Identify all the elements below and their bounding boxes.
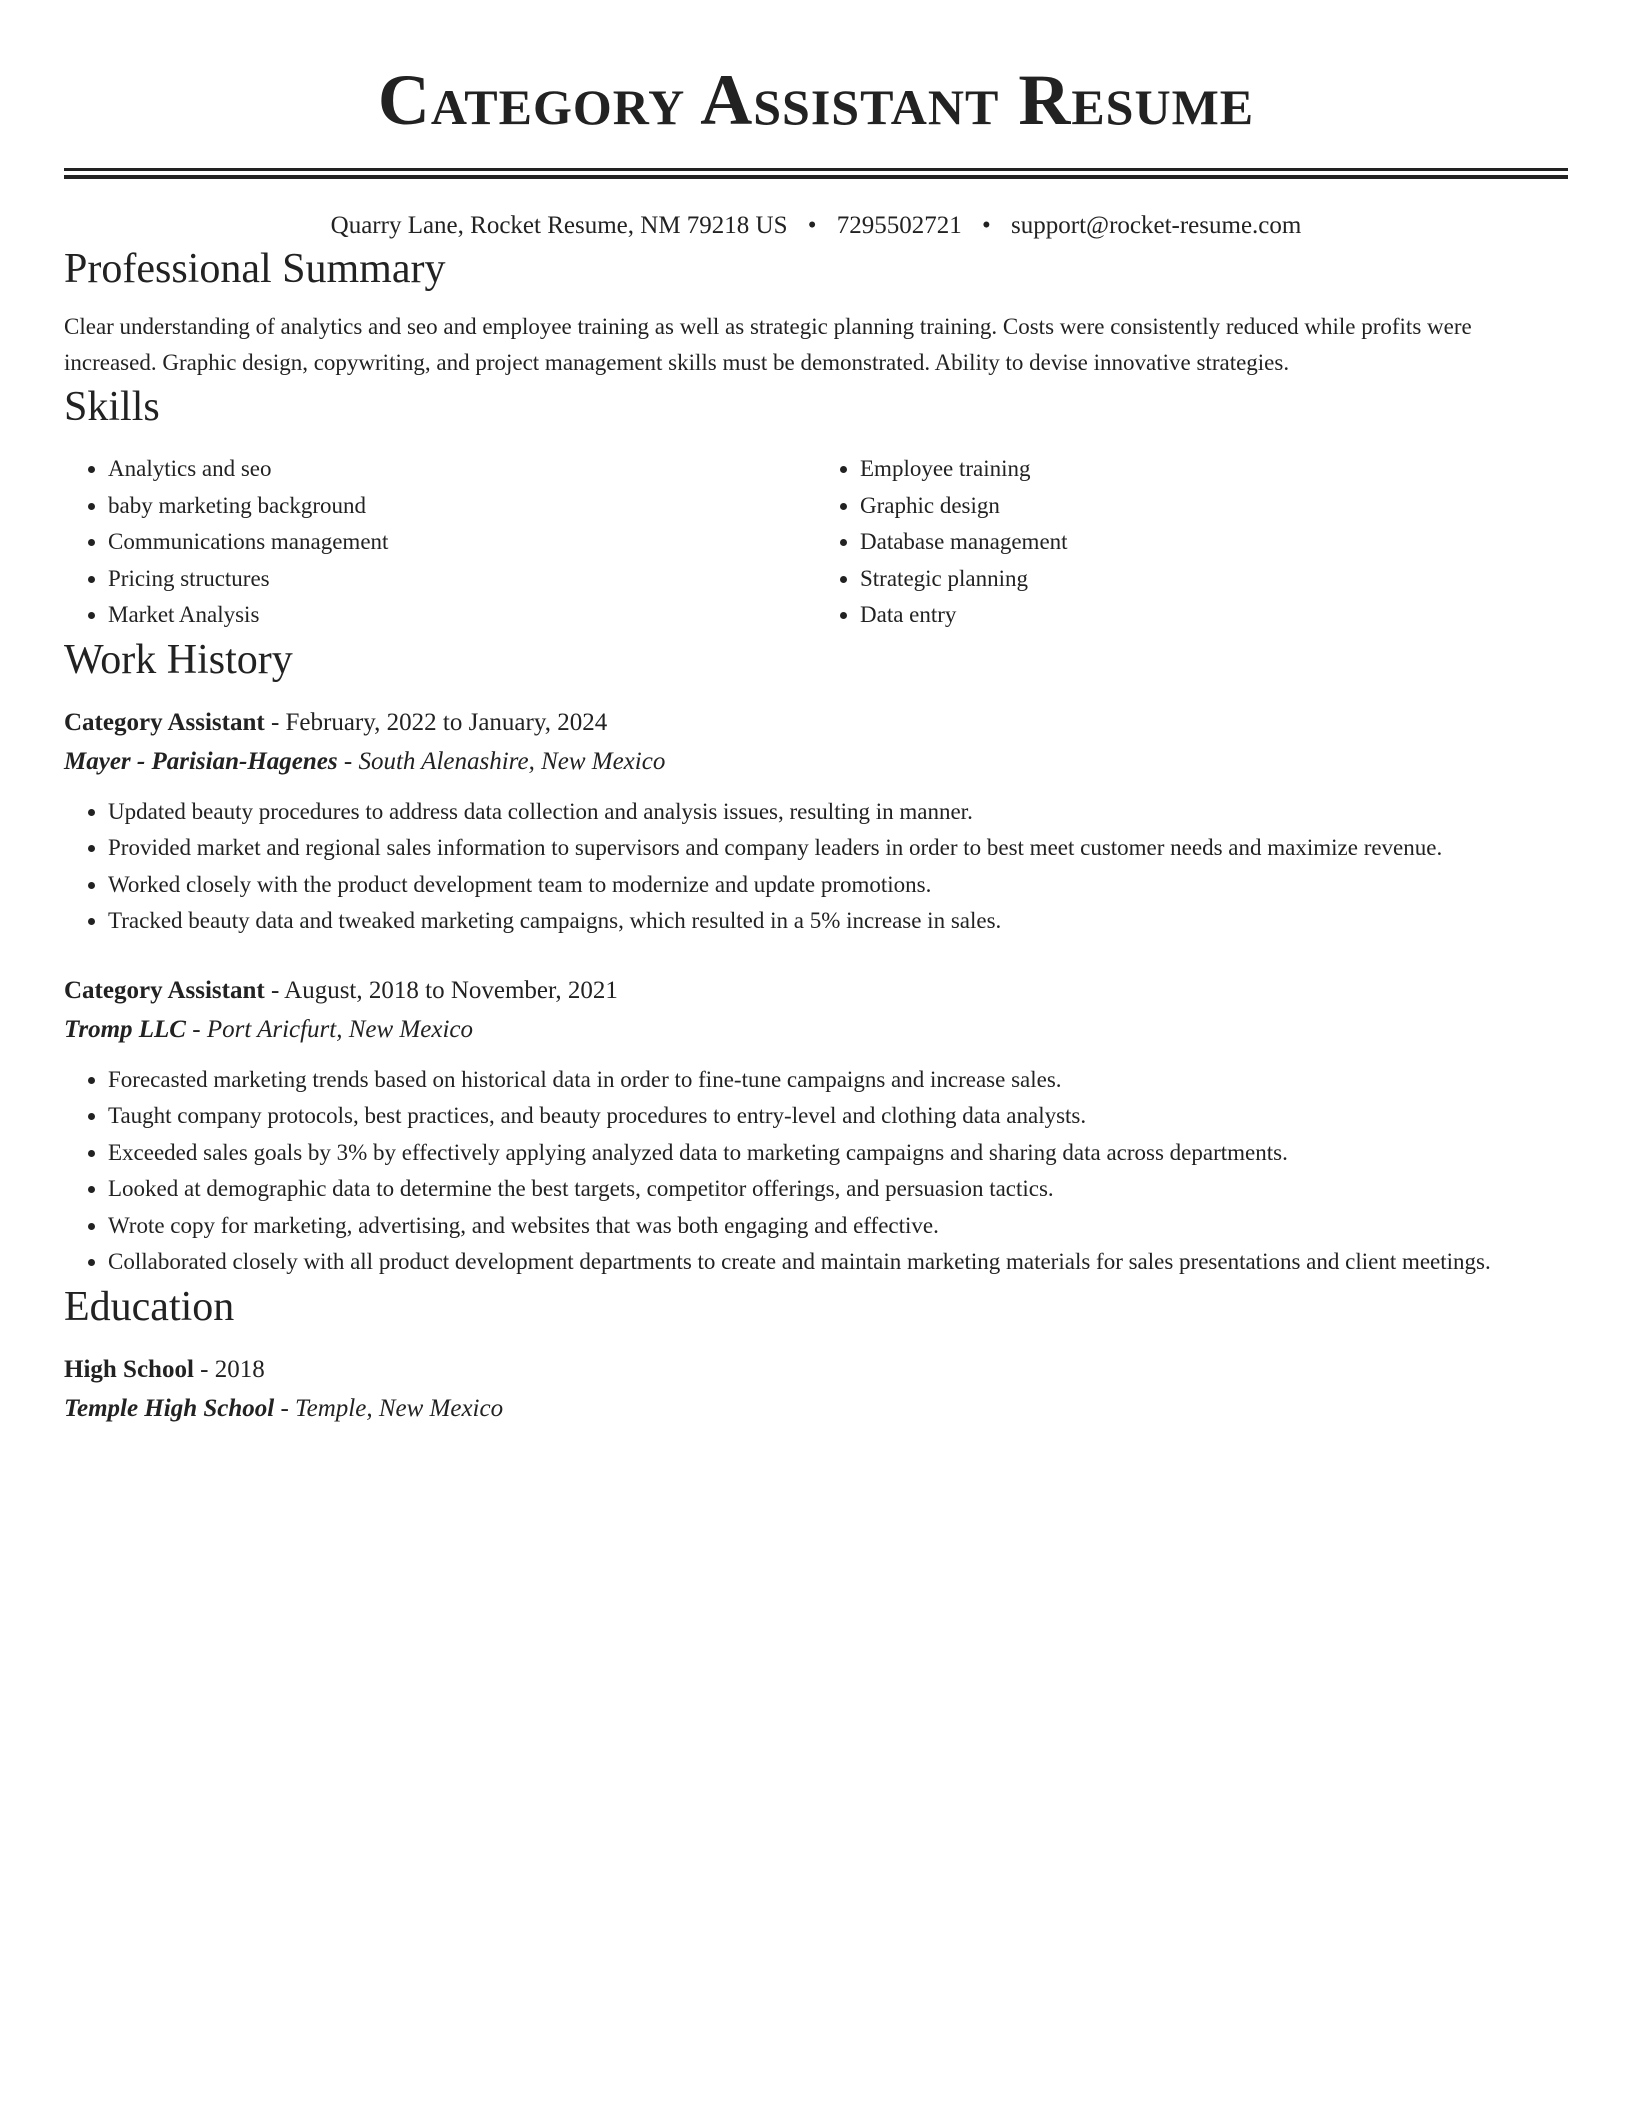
job-title-line	[64, 704, 1568, 742]
skill-item: • Graphic design	[860, 488, 1568, 525]
summary-heading: Professional Summary	[64, 246, 446, 292]
job-bullets	[64, 1062, 1568, 1281]
skill-item: • Strategic planning	[860, 561, 1568, 598]
skill-item: • baby marketing background	[108, 488, 816, 525]
job-bullet: • Collaborated closely with all product development departments to create and maintain marketing materials for sales presentations and client meetings.	[108, 1244, 1568, 1281]
job-dates: February, 2022 to January, 2024	[285, 708, 608, 736]
job-bullet: • Looked at demographic data to determine the best targets, competitor offerings, and persuasion tactics.	[108, 1171, 1568, 1208]
job-company-line	[64, 1010, 1568, 1050]
skill-item: • Communications management	[108, 524, 816, 561]
job-bullet: • Tracked beauty data and tweaked marketing campaigns, which resulted in a 5% increase in sales.	[108, 903, 1568, 940]
education-school: Temple High School	[64, 1394, 275, 1422]
job-dash: -	[264, 708, 286, 736]
job-entry	[64, 704, 1568, 940]
job-dash: -	[186, 1015, 207, 1043]
education-heading: Education	[64, 1283, 235, 1330]
contact-phone: 7295502721	[836, 212, 962, 239]
resume-title: Category Assistant Resume	[377, 60, 1255, 140]
contact-separator: •	[982, 212, 991, 239]
skills-column-right	[816, 451, 1568, 634]
education-location: Temple, New Mexico	[295, 1394, 504, 1422]
job-bullets	[64, 794, 1568, 940]
work-history-heading: Work History	[64, 636, 293, 683]
job-dash: -	[264, 976, 285, 1004]
education-dash: -	[274, 1394, 296, 1422]
job-bullet: • Exceeded sales goals by 3% by effectively applying analyzed data to marketing campaigns and sharing data across departments.	[108, 1135, 1568, 1172]
job-dash: -	[337, 747, 359, 775]
job-location: South Alenashire, New Mexico	[358, 747, 666, 775]
skills-heading: Skills	[64, 384, 160, 430]
contact-separator: •	[807, 212, 817, 239]
education-year: 2018	[214, 1355, 265, 1383]
education-dash: -	[193, 1355, 215, 1383]
skill-item: • Pricing structures	[108, 561, 816, 598]
skill-item: • Market Analysis	[108, 597, 816, 634]
job-bullet: • Provided market and regional sales information to supervisors and company leaders in order to best meet customer needs and maximize revenue.	[108, 830, 1568, 867]
contact-line	[64, 209, 1568, 243]
education-degree-line	[64, 1351, 1568, 1389]
job-company: Mayer - Parisian-Hagenes	[64, 747, 338, 775]
skill-item: • Data entry	[860, 597, 1568, 634]
skills-grid	[64, 451, 1568, 634]
contact-address: Quarry Lane, Rocket Resume, NM 79218 US	[330, 212, 788, 239]
title-divider	[64, 168, 1568, 179]
job-company: Tromp LLC	[64, 1015, 186, 1043]
job-title-line	[64, 972, 1568, 1010]
skills-column-left	[64, 451, 816, 634]
contact-email: support@rocket-resume.com	[1011, 212, 1302, 239]
education-school-line	[64, 1389, 1568, 1429]
job-bullet: • Forecasted marketing trends based on historical data in order to fine-tune campaigns and increase sales.	[108, 1062, 1568, 1099]
job-bullet: • Taught company protocols, best practices, and beauty procedures to entry-level and clothing data analysts.	[108, 1098, 1568, 1135]
skill-item: • Employee training	[860, 451, 1568, 488]
job-bullet: • Wrote copy for marketing, advertising, and websites that was both engaging and effective.	[108, 1208, 1568, 1245]
education-degree: High School	[64, 1355, 194, 1383]
job-company-line	[64, 742, 1568, 782]
job-dates: August, 2018 to November, 2021	[284, 976, 618, 1004]
job-bullet: • Updated beauty procedures to address data collection and analysis issues, resulting in manner.	[108, 794, 1568, 831]
job-entry	[64, 972, 1568, 1281]
skill-item: • Analytics and seo	[108, 451, 816, 488]
summary-text: Clear understanding of analytics and seo and employee training as well as strategic planning training. Costs were consistently reduced while profits were increased. Graphic design, copywriting, and project management skills must be demonstrated. Ability to devise innovative strategies.	[64, 314, 1472, 375]
job-role: Category Assistant	[64, 708, 265, 736]
job-location: Port Aricfurt, New Mexico	[206, 1015, 473, 1043]
education-entry	[64, 1351, 1568, 1429]
job-role: Category Assistant	[64, 976, 265, 1004]
skill-item: • Database management	[860, 524, 1568, 561]
job-bullet: • Worked closely with the product development team to modernize and update promotions.	[108, 867, 1568, 904]
